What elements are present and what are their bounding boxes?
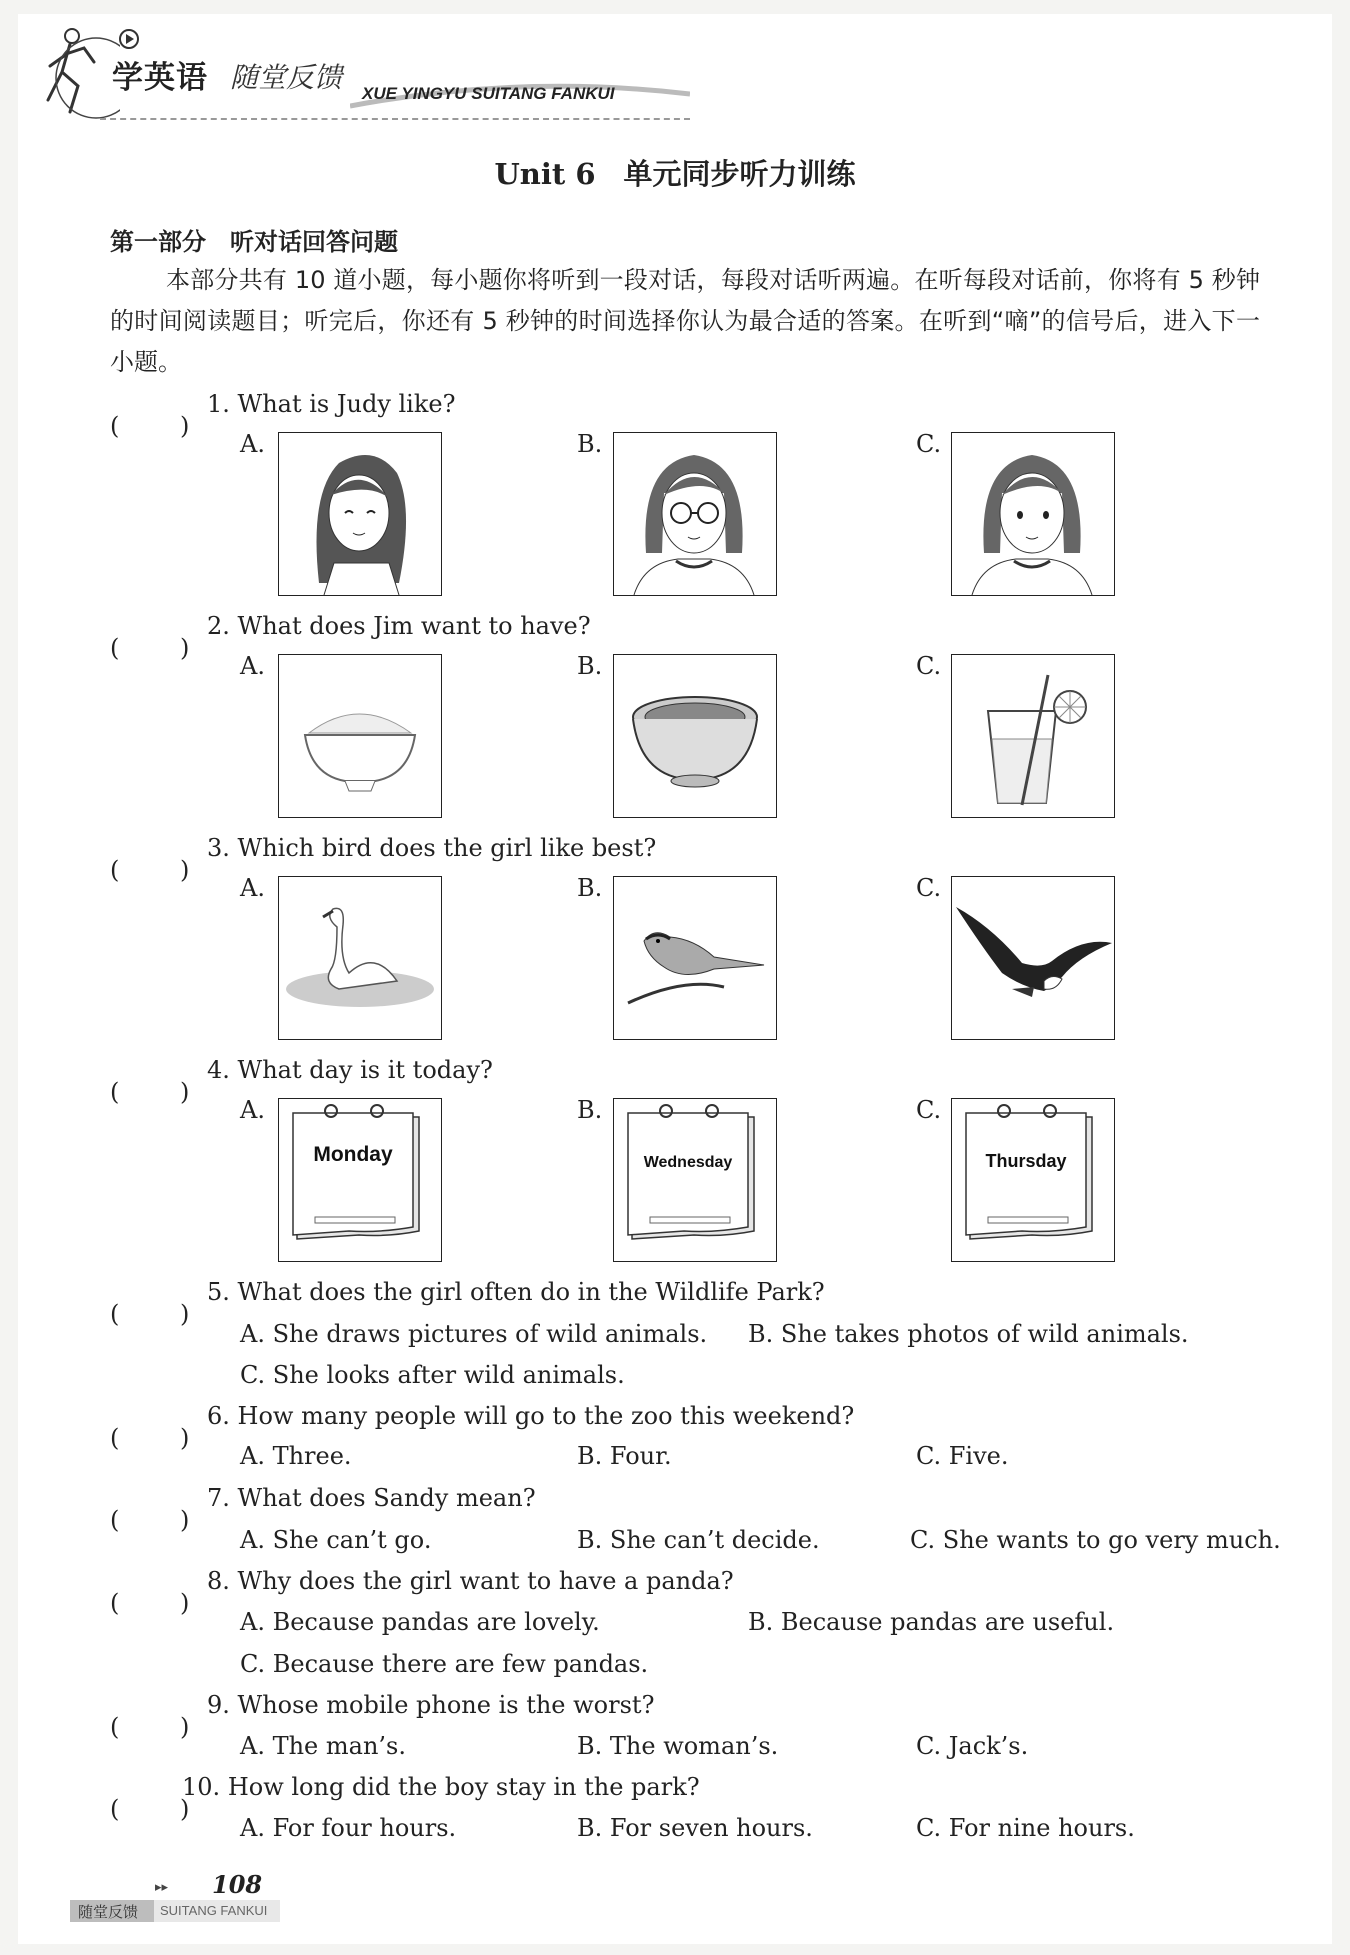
calendar-day: Wednesday <box>643 1154 733 1171</box>
girl-short-hair-icon <box>952 433 1114 595</box>
question-9: ( ) 9. Whose mobile phone is the worst? <box>110 1691 655 1741</box>
swan-icon <box>279 877 441 1039</box>
page-title <box>0 152 1350 193</box>
question-7: ( ) 7. What does Sandy mean? <box>110 1484 536 1534</box>
unit-name: 单元同步听力训练 <box>623 157 856 191</box>
brand-pinyin: XUE YINGYU SUITANG FANKUI <box>362 84 615 103</box>
option-a[interactable]: A. Three. <box>240 1442 352 1470</box>
option-image[interactable] <box>613 876 777 1040</box>
question-4: ( ) 4. What day is it today? <box>110 1056 493 1106</box>
question-text: 1. What is Judy like? <box>207 390 456 418</box>
option-a[interactable]: A. Because pandas are lovely. <box>240 1608 600 1636</box>
unit-label: Unit 6 <box>494 157 596 191</box>
option-label: C. <box>916 874 942 902</box>
footer-arrows: ▸▸ <box>155 1880 169 1895</box>
rice-bowl-icon <box>279 655 441 817</box>
calendar-day: Thursday <box>985 1151 1067 1171</box>
option-image[interactable] <box>278 876 442 1040</box>
option-b[interactable]: B. Because pandas are useful. <box>748 1608 1115 1636</box>
option-image[interactable] <box>613 1098 777 1262</box>
footer-label-en: SUITANG FANKUI <box>160 1903 268 1918</box>
brand-title: 学英语 <box>112 60 208 96</box>
option-label: B. <box>577 430 603 458</box>
option-label: C. <box>916 1096 942 1124</box>
question-text: 6. How many people will go to the zoo this weekend? <box>207 1402 855 1430</box>
option-a[interactable]: A. She can’t go. <box>240 1526 432 1554</box>
question-text: 2. What does Jim want to have? <box>207 612 591 640</box>
question-text: 3. Which bird does the girl like best? <box>207 834 657 862</box>
calendar-icon <box>952 1099 1114 1261</box>
option-b[interactable]: B. She can’t decide. <box>577 1526 820 1554</box>
option-c[interactable]: C. She looks after wild animals. <box>240 1361 625 1389</box>
option-label: A. <box>240 874 265 902</box>
option-image[interactable] <box>613 432 777 596</box>
calendar-icon <box>614 1099 776 1261</box>
option-label: B. <box>577 874 603 902</box>
runner-logo-icon <box>40 22 120 122</box>
option-b[interactable]: B. For seven hours. <box>577 1814 813 1842</box>
question-2: ( ) 2. What does Jim want to have? <box>110 612 591 662</box>
option-a[interactable]: A. For four hours. <box>240 1814 457 1842</box>
option-b[interactable]: B. Four. <box>577 1442 672 1470</box>
girl-glasses-icon <box>614 433 776 595</box>
eagle-icon <box>952 877 1114 1039</box>
juice-glass-icon <box>952 655 1114 817</box>
section-name: 听对话回答问题 <box>230 228 398 256</box>
girl-long-hair-icon <box>279 433 441 595</box>
question-text: 7. What does Sandy mean? <box>207 1484 536 1512</box>
option-c[interactable]: C. She wants to go very much. <box>910 1526 1281 1554</box>
option-label: A. <box>240 652 265 680</box>
option-a[interactable]: A. The man’s. <box>240 1732 406 1760</box>
sparrow-icon <box>614 877 776 1039</box>
footer-label: 随堂反馈 <box>78 1903 139 1921</box>
option-image[interactable] <box>951 432 1115 596</box>
option-label: A. <box>240 1096 265 1124</box>
option-b[interactable]: B. She takes photos of wild animals. <box>748 1320 1189 1348</box>
question-text: 10. How long did the boy stay in the park? <box>182 1773 700 1801</box>
section-part: 第一部分 <box>110 228 206 256</box>
question-text: 5. What does the girl often do in the Wildlife Park? <box>207 1278 825 1306</box>
question-6: ( ) 6. How many people will go to the zoo this weekend? <box>110 1402 855 1452</box>
option-image[interactable] <box>951 1098 1115 1262</box>
header <box>40 22 680 122</box>
option-a[interactable]: A. She draws pictures of wild animals. <box>240 1320 708 1348</box>
question-10: ( ) 10. How long did the boy stay in the park? <box>110 1773 700 1823</box>
option-c[interactable]: C. Five. <box>916 1442 1009 1470</box>
brand-subtitle: 随堂反馈 <box>230 61 343 94</box>
header-divider <box>100 118 690 120</box>
option-image[interactable] <box>613 654 777 818</box>
option-label: C. <box>916 430 942 458</box>
option-image[interactable] <box>278 654 442 818</box>
question-3: ( ) 3. Which bird does the girl like best? <box>110 834 657 884</box>
question-text: 4. What day is it today? <box>207 1056 493 1084</box>
noodle-bowl-icon <box>614 655 776 817</box>
calendar-day: Monday <box>313 1143 393 1166</box>
play-icon <box>118 28 140 50</box>
question-1: ( ) 1. What is Judy like? <box>110 390 456 440</box>
option-c[interactable]: C. Jack’s. <box>916 1732 1029 1760</box>
section-heading <box>110 222 398 257</box>
option-b[interactable]: B. The woman’s. <box>577 1732 779 1760</box>
option-c[interactable]: C. Because there are few pandas. <box>240 1650 649 1678</box>
option-label: B. <box>577 652 603 680</box>
option-image[interactable] <box>278 432 442 596</box>
option-image[interactable] <box>278 1098 442 1262</box>
question-8: ( ) 8. Why does the girl want to have a panda? <box>110 1567 734 1617</box>
instructions: 本部分共有 10 道小题，每小题你将听到一段对话，每段对话听两遍。在听每段对话前，你将有 5 秒钟的时间阅读题目；听完后，你还有 5 秒钟的时间选择你认为最合适的答案。在听到“嘀”的信号后，进入下一小题。 <box>110 266 1260 376</box>
page-number: 108 <box>212 1870 263 1899</box>
option-label: B. <box>577 1096 603 1124</box>
option-label: C. <box>916 652 942 680</box>
question-text: 9. Whose mobile phone is the worst? <box>207 1691 655 1719</box>
option-c[interactable]: C. For nine hours. <box>916 1814 1135 1842</box>
option-image[interactable] <box>951 654 1115 818</box>
option-label: A. <box>240 430 265 458</box>
question-5: ( ) 5. What does the girl often do in the Wildlife Park? <box>110 1278 825 1328</box>
option-image[interactable] <box>951 876 1115 1040</box>
question-text: 8. Why does the girl want to have a panda? <box>207 1567 734 1595</box>
calendar-icon <box>279 1099 441 1261</box>
